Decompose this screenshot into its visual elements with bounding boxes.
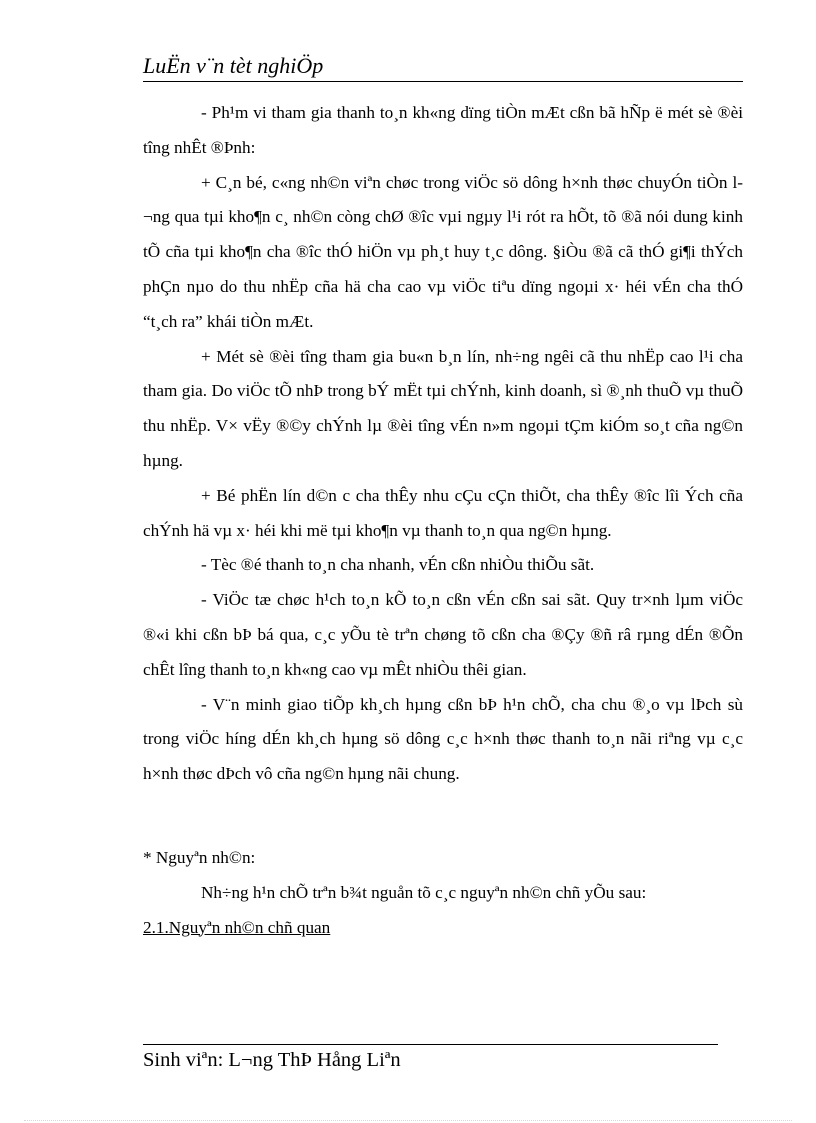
paragraph-high-income: + Mét sè ®èi tîng tham gia bu«n b¸n lín, nh÷ng ngêi cã thu nhËp cao l¹i cha tham gia. Do viÖc tÕ nhÞ trong bÝ mËt tµi chÝnh, kinh doanh, sì ®¸nh thuÕ vµ thuÕ thu nhËp. V× vËy ®©y chÝnh lµ ®èi tîng vÉn n»m ngoµi tÇm kiÓm so¸t cña ng©n hµng. (143, 346, 743, 470)
paragraph-scope: - Ph¹m vi tham gia thanh to¸n kh«ng dïng tiÒn mÆt cßn bã hÑp ë mét sè ®èi tîng nhÊt ®Þnh: (143, 103, 743, 157)
header-title: LuËn v¨n tèt nghiÖp (143, 53, 324, 78)
section-heading: 2.1.Nguyªn nh©n chñ quan (143, 917, 331, 937)
paragraph-customer-service: - V¨n minh giao tiÕp kh¸ch hµng cßn bÞ h¹n chÕ, cha chu ®¸o vµ lÞch sù trong viÖc híng dÉn kh¸ch hµng sö dông c¸c h×nh thøc thanh to¸n nãi riªng vµ c¸c h×nh thøc dÞch vô cña ng©n hµng nãi chung. (143, 694, 743, 784)
document-body (143, 96, 743, 945)
page-header (143, 49, 743, 82)
paragraph-population: + Bé phËn lín d©n c cha thÊy nhu cÇu cÇn thiÕt, cha thÊy ®îc lîi Ých cña chÝnh hä vµ x· héi khi më tµi kho¶n vµ thanh to¸n qua ng©n hµng. (143, 485, 743, 540)
footer-student: Sinh viªn: L¬ng ThÞ Hång Liªn (143, 1049, 401, 1071)
page-bottom-edge (24, 1120, 792, 1121)
paragraph-accounting: - ViÖc tæ chøc h¹ch to¸n kÕ to¸n cßn vÉn cßn sai sãt. Quy tr×nh lµm viÖc ®«i khi cßn bÞ bá qua, c¸c yÕu tè trªn chøng tõ cßn cha ®Çy ®ñ râ rµng dÉn ®Õn chÊt lîng thanh to¸n kh«ng cao vµ mÊt nhiÒu thêi gian. (143, 590, 743, 679)
blank-space (143, 792, 743, 841)
footer-divider (143, 1044, 718, 1045)
cause-heading: * Nguyªn nh©n: (143, 847, 256, 867)
cause-intro: Nh÷ng h¹n chÕ trªn b¾t nguån tõ c¸c nguyªn nh©n chñ yÕu sau: (201, 882, 647, 902)
paragraph-speed: - Tèc ®é thanh to¸n cha nhanh, vÉn cßn nhiÒu thiÕu sãt. (201, 555, 595, 575)
paragraph-employees: + C¸n bé, c«ng nh©n viªn chøc trong viÖc sö dông h×nh thøc chuyÓn tiÒn l¬ng qua tµi kho¶n c¸ nh©n còng chØ ®îc vµi ngµy l¹i rót ra hÕt, tõ ®ã nói dung kinh tÕ cña tµi kho¶n cha ®îc thÓ hiÖn vµ ph¸t huy t¸c dông. §iÒu ®ã cã thÓ gi¶i thÝch phÇn nµo do thu nhËp cña hä cha cao vµ viÖc tiªu dïng ngoµi x· héi vÉn cha thÓ “t¸ch ra” khái tiÒn mÆt. (143, 172, 743, 331)
